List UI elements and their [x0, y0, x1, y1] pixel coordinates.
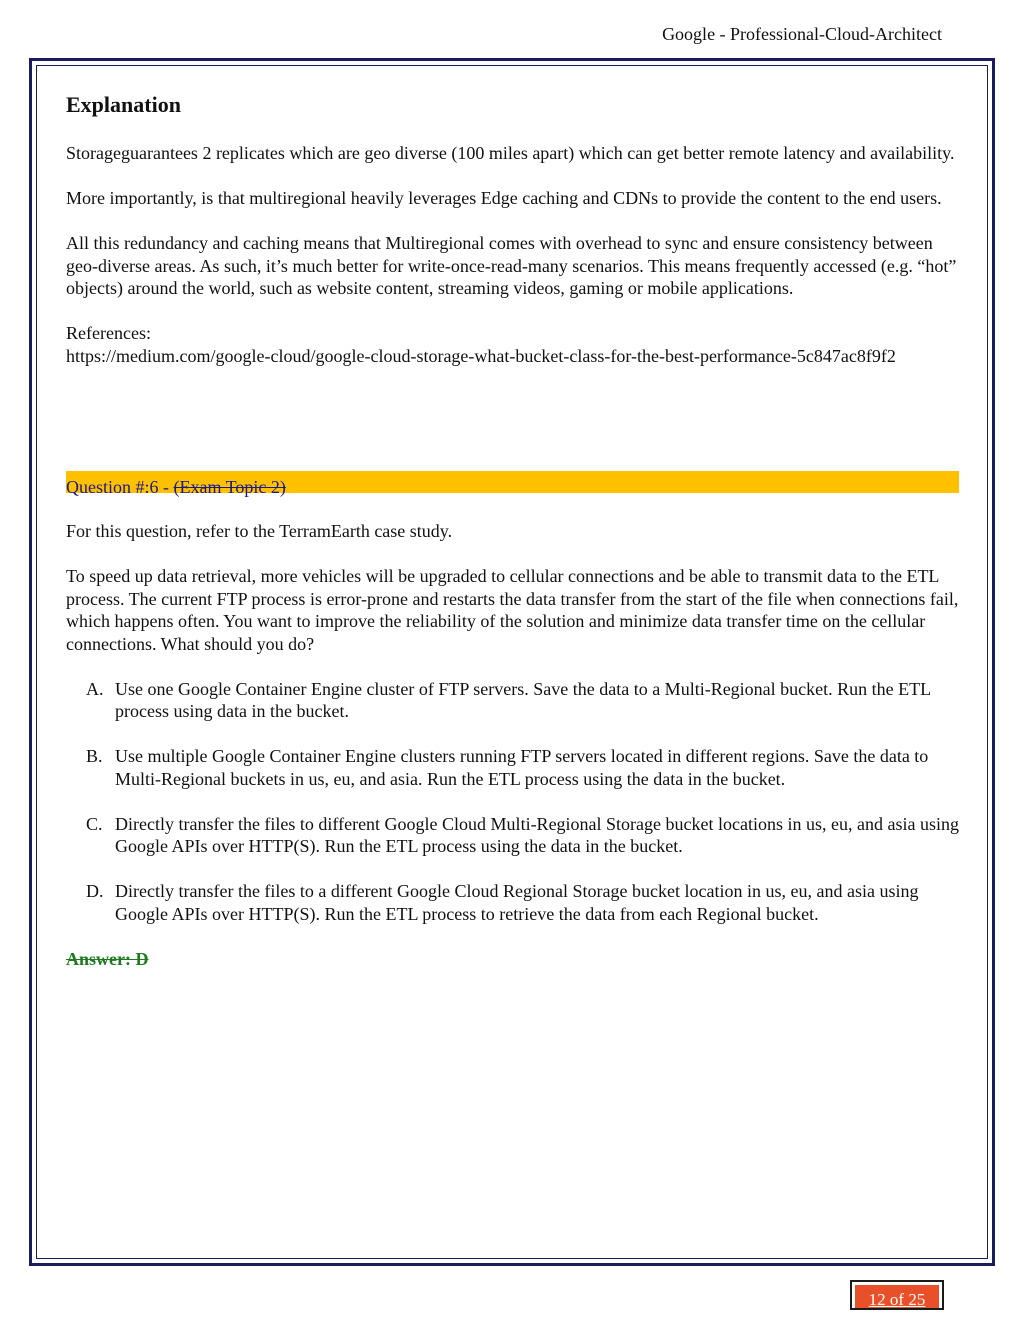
question-number: Question #:6 -: [66, 477, 174, 497]
option-c: [66, 813, 966, 858]
option-text: Use multiple Google Container Engine clusters running FTP servers located in different regions. Save the data to Multi-Regional buckets in us, eu, and asia. Run the ETL process using the data in the bucket.: [115, 746, 929, 789]
option-text: Directly transfer the files to a different Google Cloud Regional Storage bucket location in us, eu, and asia using Google APIs over HTTP(S). Run the ETL process to retrieve the data from each Regional bucket.: [115, 881, 919, 924]
explanation-section: [66, 90, 966, 390]
references-label: References:: [66, 323, 151, 343]
answer-text: Answer: D: [66, 948, 149, 969]
explanation-paragraph-2: More importantly, is that multiregional heavily leverages Edge caching and CDNs to provide the content to the end users.: [66, 188, 942, 208]
exam-topic-link[interactable]: (Exam Topic 2): [173, 477, 286, 497]
option-text: Directly transfer the files to different Google Cloud Multi-Regional Storage bucket locations in us, eu, and asia using Google APIs over HTTP(S). Run the ETL process using the data in the bucket.: [115, 813, 959, 856]
option-a: [66, 678, 966, 723]
explanation-heading: Explanation: [66, 92, 181, 117]
page-counter-label[interactable]: 12 of 25: [855, 1285, 939, 1308]
header-title: Google - Professional-Cloud-Architect: [662, 24, 942, 44]
option-d: [66, 880, 966, 925]
question-section: [66, 520, 966, 970]
option-b: [66, 745, 966, 790]
explanation-paragraph-1: Storageguarantees 2 replicates which are geo diverse (100 miles apart) which can get better remote latency and availability.: [66, 143, 955, 163]
question-intro: For this question, refer to the TerramEarth case study.: [66, 521, 453, 541]
option-letter: A.: [86, 678, 104, 699]
question-header-bar: [66, 471, 959, 497]
reference-link[interactable]: https://medium.com/google-cloud/google-cloud-storage-what-bucket-class-for-the-best-performance-5c847ac8f9f2: [66, 345, 896, 366]
answer-options: [66, 678, 966, 926]
option-letter: C.: [86, 813, 103, 834]
option-letter: B.: [86, 746, 103, 766]
question-body: To speed up data retrieval, more vehicles will be upgraded to cellular connections and be able to transmit data to the ETL process. The current FTP process is error-prone and restarts the data transfer from the start of the file when connections fail, which happens often. You want to improve the reliability of the solution and minimize data transfer time on the cellular connections. What should you do?: [66, 566, 959, 654]
option-letter: D.: [86, 881, 104, 901]
references: [66, 322, 966, 367]
page-counter: [850, 1280, 944, 1310]
explanation-paragraph-3: All this redundancy and caching means that Multiregional comes with overhead to sync and ensure consistency between geo-diverse areas. As such, it’s much better for write-once-read-many scenarios. This means frequently accessed (e.g. “hot” objects) around the world, such as website content, streaming videos, gaming or mobile applications.: [66, 233, 957, 298]
option-text: Use one Google Container Engine cluster of FTP servers. Save the data to a Multi-Regional bucket. Run the ETL process using data in the bucket.: [115, 678, 931, 721]
